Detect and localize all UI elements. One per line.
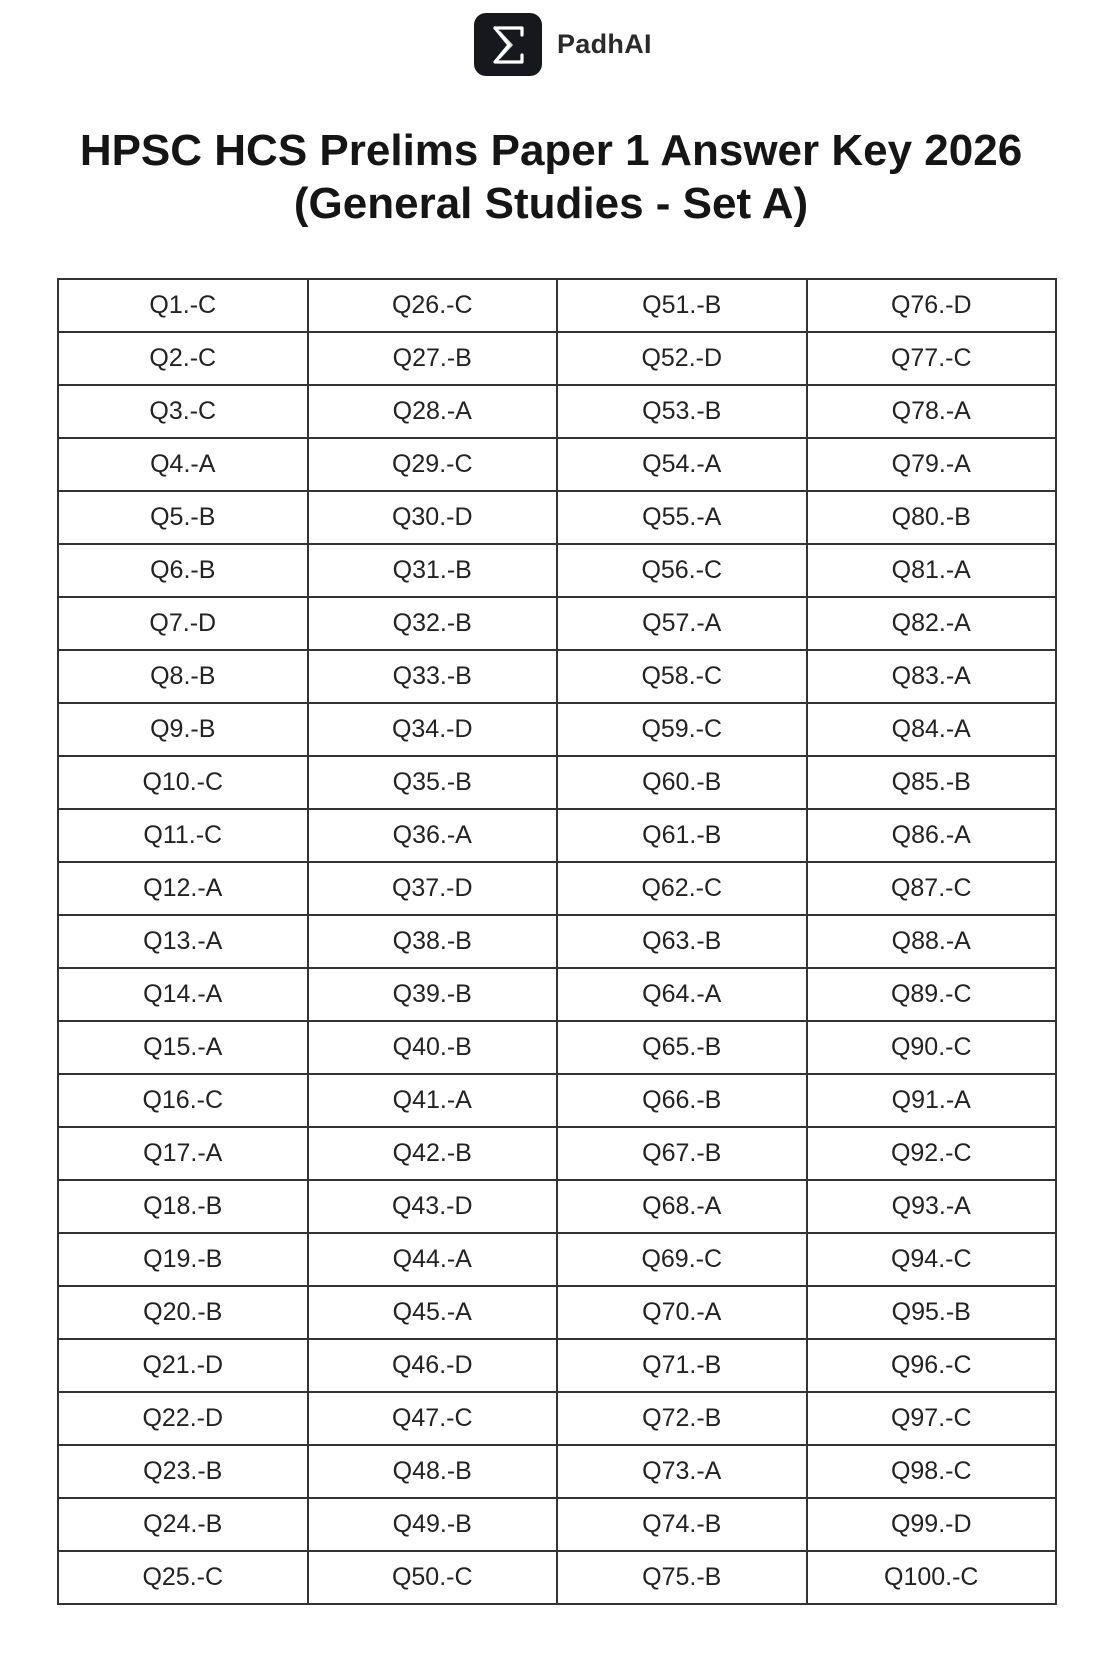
answer-cell: Q52.-D xyxy=(557,332,807,385)
answer-cell: Q87.-C xyxy=(807,862,1057,915)
answer-cell: Q12.-A xyxy=(58,862,308,915)
answer-cell: Q62.-C xyxy=(557,862,807,915)
answer-cell: Q28.-A xyxy=(308,385,558,438)
answer-cell: Q63.-B xyxy=(557,915,807,968)
answer-cell: Q23.-B xyxy=(58,1445,308,1498)
answer-cell: Q88.-A xyxy=(807,915,1057,968)
answer-cell: Q30.-D xyxy=(308,491,558,544)
table-row xyxy=(58,1339,1056,1392)
answer-cell: Q100.-C xyxy=(807,1551,1057,1604)
table-row xyxy=(58,650,1056,703)
answer-cell: Q50.-C xyxy=(308,1551,558,1604)
table-row xyxy=(58,1392,1056,1445)
answer-cell: Q73.-A xyxy=(557,1445,807,1498)
answer-cell: Q42.-B xyxy=(308,1127,558,1180)
answer-cell: Q72.-B xyxy=(557,1392,807,1445)
table-row xyxy=(58,1445,1056,1498)
answer-cell: Q11.-C xyxy=(58,809,308,862)
answer-cell: Q39.-B xyxy=(308,968,558,1021)
answer-cell: Q74.-B xyxy=(557,1498,807,1551)
answer-cell: Q40.-B xyxy=(308,1021,558,1074)
answer-cell: Q20.-B xyxy=(58,1286,308,1339)
answer-cell: Q33.-B xyxy=(308,650,558,703)
answer-cell: Q19.-B xyxy=(58,1233,308,1286)
answer-cell: Q34.-D xyxy=(308,703,558,756)
answer-cell: Q9.-B xyxy=(58,703,308,756)
answer-cell: Q86.-A xyxy=(807,809,1057,862)
answer-cell: Q8.-B xyxy=(58,650,308,703)
answer-cell: Q78.-A xyxy=(807,385,1057,438)
answer-cell: Q70.-A xyxy=(557,1286,807,1339)
title-line-1: HPSC HCS Prelims Paper 1 Answer Key 2026 xyxy=(79,126,1023,175)
answer-cell: Q31.-B xyxy=(308,544,558,597)
table-row xyxy=(58,703,1056,756)
answer-cell: Q82.-A xyxy=(807,597,1057,650)
answer-cell: Q14.-A xyxy=(58,968,308,1021)
answer-cell: Q49.-B xyxy=(308,1498,558,1551)
answer-cell: Q92.-C xyxy=(807,1127,1057,1180)
answer-cell: Q2.-C xyxy=(58,332,308,385)
answer-cell: Q61.-B xyxy=(557,809,807,862)
sigma-icon xyxy=(474,13,542,76)
table-row xyxy=(58,1551,1056,1604)
answer-cell: Q3.-C xyxy=(58,385,308,438)
table-row xyxy=(58,1021,1056,1074)
answer-cell: Q91.-A xyxy=(807,1074,1057,1127)
answer-cell: Q94.-C xyxy=(807,1233,1057,1286)
answer-cell: Q4.-A xyxy=(58,438,308,491)
answer-cell: Q69.-C xyxy=(557,1233,807,1286)
answer-cell: Q26.-C xyxy=(308,279,558,332)
answer-cell: Q47.-C xyxy=(308,1392,558,1445)
title-line-2: (General Studies - Set A) xyxy=(293,179,809,228)
answer-cell: Q35.-B xyxy=(308,756,558,809)
answer-cell: Q46.-D xyxy=(308,1339,558,1392)
table-row xyxy=(58,968,1056,1021)
answer-cell: Q36.-A xyxy=(308,809,558,862)
table-row xyxy=(58,862,1056,915)
table-row xyxy=(58,279,1056,332)
table-row xyxy=(58,597,1056,650)
answer-cell: Q15.-A xyxy=(58,1021,308,1074)
answer-cell: Q96.-C xyxy=(807,1339,1057,1392)
table-row xyxy=(58,332,1056,385)
answer-cell: Q75.-B xyxy=(557,1551,807,1604)
answer-cell: Q44.-A xyxy=(308,1233,558,1286)
answer-cell: Q16.-C xyxy=(58,1074,308,1127)
answer-cell: Q53.-B xyxy=(557,385,807,438)
answer-cell: Q89.-C xyxy=(807,968,1057,1021)
answer-cell: Q76.-D xyxy=(807,279,1057,332)
answer-cell: Q22.-D xyxy=(58,1392,308,1445)
answer-cell: Q68.-A xyxy=(557,1180,807,1233)
page-title xyxy=(0,124,1102,230)
answer-cell: Q55.-A xyxy=(557,491,807,544)
answer-cell: Q99.-D xyxy=(807,1498,1057,1551)
answer-cell: Q51.-B xyxy=(557,279,807,332)
answer-cell: Q66.-B xyxy=(557,1074,807,1127)
answer-cell: Q24.-B xyxy=(58,1498,308,1551)
answer-cell: Q37.-D xyxy=(308,862,558,915)
answer-table-body xyxy=(58,279,1056,1604)
answer-cell: Q17.-A xyxy=(58,1127,308,1180)
answer-cell: Q83.-A xyxy=(807,650,1057,703)
answer-cell: Q95.-B xyxy=(807,1286,1057,1339)
answer-cell: Q57.-A xyxy=(557,597,807,650)
answer-cell: Q6.-B xyxy=(58,544,308,597)
answer-cell: Q80.-B xyxy=(807,491,1057,544)
table-row xyxy=(58,544,1056,597)
answer-cell: Q5.-B xyxy=(58,491,308,544)
answer-cell: Q84.-A xyxy=(807,703,1057,756)
answer-cell: Q27.-B xyxy=(308,332,558,385)
answer-cell: Q93.-A xyxy=(807,1180,1057,1233)
answer-cell: Q45.-A xyxy=(308,1286,558,1339)
answer-cell: Q7.-D xyxy=(58,597,308,650)
table-row xyxy=(58,1180,1056,1233)
table-row xyxy=(58,491,1056,544)
answer-cell: Q98.-C xyxy=(807,1445,1057,1498)
table-row xyxy=(58,1127,1056,1180)
brand-name: PadhAI xyxy=(557,29,652,59)
answer-cell: Q32.-B xyxy=(308,597,558,650)
answer-cell: Q90.-C xyxy=(807,1021,1057,1074)
answer-cell: Q67.-B xyxy=(557,1127,807,1180)
answer-cell: Q54.-A xyxy=(557,438,807,491)
answer-cell: Q29.-C xyxy=(308,438,558,491)
answer-cell: Q56.-C xyxy=(557,544,807,597)
table-row xyxy=(58,1286,1056,1339)
answer-cell: Q60.-B xyxy=(557,756,807,809)
table-row xyxy=(58,438,1056,491)
answer-cell: Q64.-A xyxy=(557,968,807,1021)
answer-cell: Q38.-B xyxy=(308,915,558,968)
answer-cell: Q1.-C xyxy=(58,279,308,332)
answer-cell: Q77.-C xyxy=(807,332,1057,385)
answer-cell: Q48.-B xyxy=(308,1445,558,1498)
table-row xyxy=(58,1233,1056,1286)
table-row xyxy=(58,1074,1056,1127)
answer-cell: Q79.-A xyxy=(807,438,1057,491)
answer-cell: Q71.-B xyxy=(557,1339,807,1392)
answer-cell: Q41.-A xyxy=(308,1074,558,1127)
answer-cell: Q59.-C xyxy=(557,703,807,756)
answer-cell: Q81.-A xyxy=(807,544,1057,597)
table-row xyxy=(58,1498,1056,1551)
table-row xyxy=(58,915,1056,968)
answer-cell: Q21.-D xyxy=(58,1339,308,1392)
answer-cell: Q10.-C xyxy=(58,756,308,809)
table-row xyxy=(58,809,1056,862)
answer-cell: Q25.-C xyxy=(58,1551,308,1604)
answer-cell: Q58.-C xyxy=(557,650,807,703)
answer-cell: Q13.-A xyxy=(58,915,308,968)
answer-cell: Q18.-B xyxy=(58,1180,308,1233)
answer-cell: Q43.-D xyxy=(308,1180,558,1233)
answer-cell: Q97.-C xyxy=(807,1392,1057,1445)
table-row xyxy=(58,756,1056,809)
brand-header xyxy=(474,13,652,76)
answer-cell: Q85.-B xyxy=(807,756,1057,809)
table-row xyxy=(58,385,1056,438)
answer-key-table xyxy=(57,278,1057,1605)
answer-cell: Q65.-B xyxy=(557,1021,807,1074)
